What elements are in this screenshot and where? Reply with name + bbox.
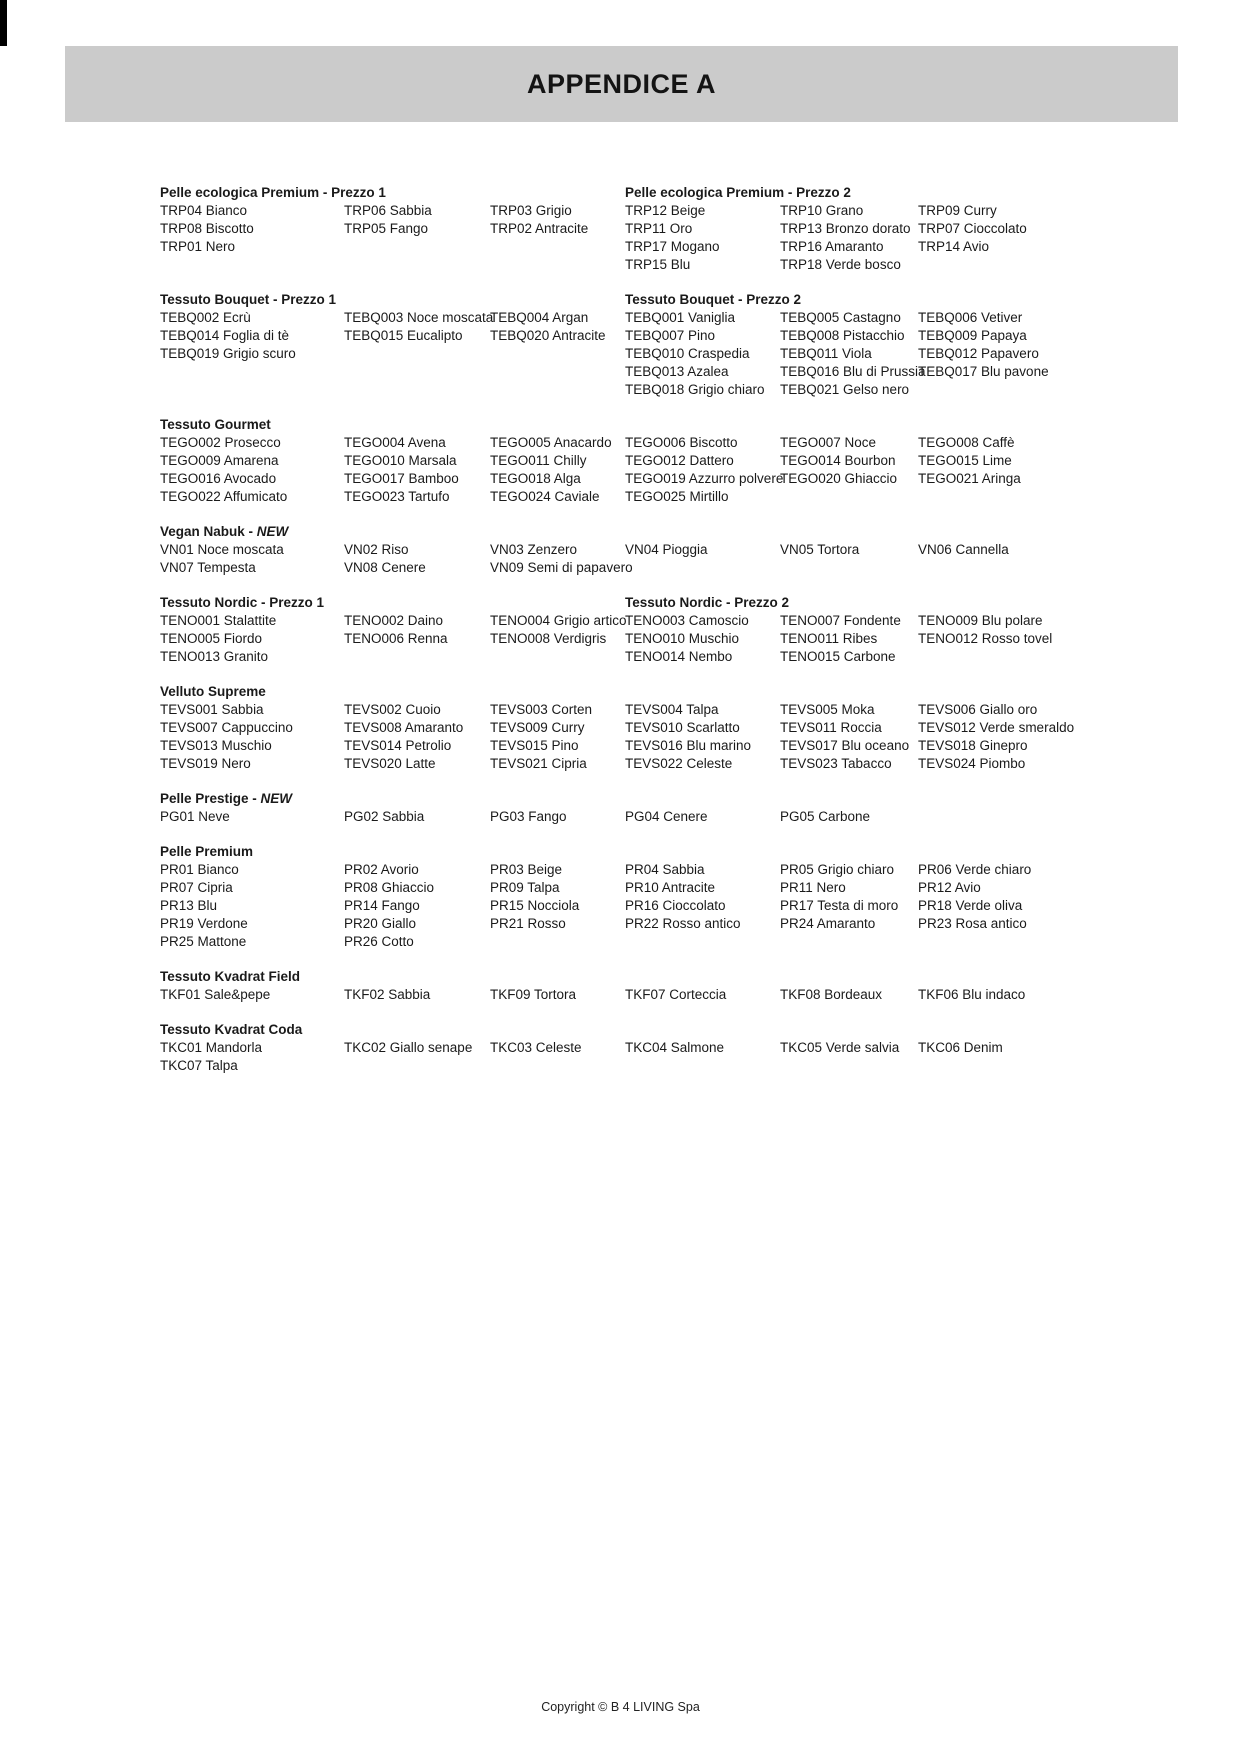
color-item: TEGO008 Caffè <box>918 435 1015 450</box>
color-item: TKF06 Blu indaco <box>918 987 1026 1002</box>
color-item: TEGO023 Tartufo <box>344 489 450 504</box>
color-item: TEGO018 Alga <box>490 471 581 486</box>
color-item <box>780 933 918 951</box>
color-item <box>344 363 490 381</box>
color-item: TEGO025 Mirtillo <box>625 489 729 504</box>
color-item: TEVS004 Talpa <box>625 702 719 717</box>
color-item: TEVS021 Cipria <box>490 756 587 771</box>
color-item <box>344 648 490 666</box>
color-item <box>918 381 1110 399</box>
color-item: TEVS009 Curry <box>490 720 585 735</box>
color-item <box>625 1057 780 1075</box>
color-item: TEGO007 Noce <box>780 435 877 450</box>
color-item: TEVS011 Roccia <box>780 720 882 735</box>
color-item: TEVS001 Sabbia <box>160 702 264 717</box>
color-item: TENO013 Granito <box>160 649 269 664</box>
color-item: TEGO012 Dattero <box>625 453 734 468</box>
color-item: PG01 Neve <box>160 809 230 824</box>
color-item: TENO004 Grigio artico <box>490 613 627 628</box>
color-item <box>918 933 1110 951</box>
color-item: TEGO009 Amarena <box>160 453 279 468</box>
color-item: TEVS017 Blu oceano <box>780 738 910 753</box>
color-item: TEVS019 Nero <box>160 756 251 771</box>
color-item: TEVS014 Petrolio <box>344 738 452 753</box>
color-item: VN07 Tempesta <box>160 560 256 575</box>
color-item: TEGO017 Bamboo <box>344 471 459 486</box>
section-gap <box>160 577 1110 594</box>
color-item: TRP14 Avio <box>918 239 990 254</box>
color-item: TEBQ005 Castagno <box>780 310 901 325</box>
color-item: PR15 Nocciola <box>490 898 580 913</box>
color-item: TEBQ019 Grigio scuro <box>160 346 296 361</box>
color-item: PR03 Beige <box>490 862 563 877</box>
color-item <box>918 648 1110 666</box>
new-label: NEW <box>260 791 293 806</box>
section-title: Tessuto Kvadrat Field <box>160 969 301 984</box>
color-item <box>490 345 625 363</box>
color-item <box>490 933 625 951</box>
section-title: Tessuto Gourmet <box>160 417 271 432</box>
color-item: TRP10 Grano <box>780 203 864 218</box>
color-item: TEVS006 Giallo oro <box>918 702 1038 717</box>
color-item: TKF01 Sale&pepe <box>160 987 271 1002</box>
color-item <box>490 256 625 274</box>
color-item: TEGO005 Anacardo <box>490 435 612 450</box>
color-item: PR12 Avio <box>918 880 981 895</box>
section-title: Tessuto Bouquet - Prezzo 1 <box>160 292 337 307</box>
color-item: PR04 Sabbia <box>625 862 705 877</box>
color-item: TEBQ011 Viola <box>780 346 872 361</box>
color-item: TRP11 Oro <box>625 221 693 236</box>
color-item: PR02 Avorio <box>344 862 419 877</box>
color-item: TEVS007 Cappuccino <box>160 720 293 735</box>
color-item: PR18 Verde oliva <box>918 898 1023 913</box>
color-item: TRP02 Antracite <box>490 221 589 236</box>
color-item: TENO009 Blu polare <box>918 613 1043 628</box>
color-item: TRP12 Beige <box>625 203 706 218</box>
color-item: TKC07 Talpa <box>160 1058 238 1073</box>
color-item <box>490 363 625 381</box>
color-item: TENO005 Fiordo <box>160 631 263 646</box>
color-code-grid <box>160 184 1110 1075</box>
section-title: Velluto Supreme <box>160 684 266 699</box>
color-item: PR01 Bianco <box>160 862 239 877</box>
color-item: TENO012 Rosso tovel <box>918 631 1053 646</box>
color-item: TEVS015 Pino <box>490 738 579 753</box>
section-title: Tessuto Kvadrat Coda <box>160 1022 303 1037</box>
color-item: VN06 Cannella <box>918 542 1009 557</box>
color-item: TEBQ010 Craspedia <box>625 346 750 361</box>
section-gap <box>160 826 1110 843</box>
color-item: TEGO015 Lime <box>918 453 1012 468</box>
color-item: TEGO006 Biscotto <box>625 435 738 450</box>
color-item: TENO011 Ribes <box>780 631 878 646</box>
color-item: TEBQ013 Azalea <box>625 364 729 379</box>
color-item: PR14 Fango <box>344 898 420 913</box>
color-item: TEBQ020 Antracite <box>490 328 606 343</box>
color-item: PR05 Grigio chiaro <box>780 862 895 877</box>
color-item: TEVS003 Corten <box>490 702 593 717</box>
color-item: TEBQ004 Argan <box>490 310 589 325</box>
color-item <box>490 648 625 666</box>
section-gap <box>160 773 1110 790</box>
section-title: Pelle ecologica Premium - Prezzo 1 <box>160 185 386 200</box>
color-item: TKC04 Salmone <box>625 1040 725 1055</box>
color-item <box>918 488 1110 506</box>
color-item <box>344 381 490 399</box>
new-label: NEW <box>256 524 289 539</box>
color-item: TEGO010 Marsala <box>344 453 457 468</box>
color-item: TRP05 Fango <box>344 221 429 236</box>
color-item: PR24 Amaranto <box>780 916 876 931</box>
page-title: APPENDICE A <box>526 68 717 99</box>
color-item: PR13 Blu <box>160 898 218 913</box>
color-item: TENO003 Camoscio <box>625 613 749 628</box>
color-item: PR11 Nero <box>780 880 846 895</box>
color-item: TENO007 Fondente <box>780 613 901 628</box>
color-item <box>490 1057 625 1075</box>
color-item <box>918 559 1110 577</box>
color-item: VN03 Zenzero <box>490 542 578 557</box>
color-item: TEVS016 Blu marino <box>625 738 752 753</box>
color-item: TEVS020 Latte <box>344 756 436 771</box>
color-item: PG02 Sabbia <box>344 809 425 824</box>
color-item: TRP17 Mogano <box>625 239 720 254</box>
color-item: PR07 Cipria <box>160 880 233 895</box>
color-item: PR22 Rosso antico <box>625 916 741 931</box>
color-item: TRP07 Cioccolato <box>918 221 1027 236</box>
color-item: TEVS022 Celeste <box>625 756 733 771</box>
color-item: TEGO022 Affumicato <box>160 489 288 504</box>
color-item <box>780 1057 918 1075</box>
color-item: TENO006 Renna <box>344 631 448 646</box>
section-title: Tessuto Nordic - Prezzo 2 <box>625 595 790 610</box>
color-item: TKC06 Denim <box>918 1040 1003 1055</box>
color-item: TKF09 Tortora <box>490 987 577 1002</box>
color-item: TKF02 Sabbia <box>344 987 431 1002</box>
color-item: TKF07 Corteccia <box>625 987 727 1002</box>
section-title: Tessuto Nordic - Prezzo 1 <box>160 595 325 610</box>
color-item <box>625 559 780 577</box>
color-item <box>780 559 918 577</box>
color-item: PR20 Giallo <box>344 916 417 931</box>
color-item: PR25 Mattone <box>160 934 247 949</box>
color-item <box>918 1057 1110 1075</box>
color-item: TRP16 Amaranto <box>780 239 884 254</box>
color-item: PG03 Fango <box>490 809 567 824</box>
color-item: PR17 Testa di moro <box>780 898 899 913</box>
color-item: TEGO016 Avocado <box>160 471 277 486</box>
section-gap <box>160 1004 1110 1021</box>
color-item: PR08 Ghiaccio <box>344 880 435 895</box>
color-item: TEGO004 Avena <box>344 435 446 450</box>
color-item: TENO010 Muschio <box>625 631 740 646</box>
color-item: TENO001 Stalattite <box>160 613 277 628</box>
color-item: TKC01 Mandorla <box>160 1040 263 1055</box>
color-item: TEVS023 Tabacco <box>780 756 892 771</box>
color-item: TEBQ003 Noce moscata <box>344 310 494 325</box>
footer-copyright: Copyright © B 4 LIVING Spa <box>541 1700 700 1714</box>
color-item <box>160 363 344 381</box>
color-item: VN04 Pioggia <box>625 542 708 557</box>
color-item: TRP09 Curry <box>918 203 997 218</box>
color-item: PR26 Cotto <box>344 934 414 949</box>
color-item: TEGO024 Caviale <box>490 489 600 504</box>
color-item <box>625 933 780 951</box>
color-item: TEBQ001 Vaniglia <box>625 310 736 325</box>
color-item: TEVS010 Scarlatto <box>625 720 740 735</box>
color-item: PR21 Rosso <box>490 916 566 931</box>
color-item: TRP13 Bronzo dorato <box>780 221 911 236</box>
section-title: Pelle ecologica Premium - Prezzo 2 <box>625 185 851 200</box>
color-item: TEVS002 Cuoio <box>344 702 441 717</box>
color-item: TEVS024 Piombo <box>918 756 1026 771</box>
color-item: PG05 Carbone <box>780 809 871 824</box>
section-gap <box>160 274 1110 291</box>
color-item <box>780 488 918 506</box>
color-item: VN08 Cenere <box>344 560 426 575</box>
color-item: TEBQ021 Gelso nero <box>780 382 910 397</box>
color-item: PR16 Cioccolato <box>625 898 726 913</box>
color-item: TRP15 Blu <box>625 257 691 272</box>
color-item: TEGO020 Ghiaccio <box>780 471 898 486</box>
color-item: VN01 Noce moscata <box>160 542 284 557</box>
color-item: TEGO011 Chilly <box>490 453 587 468</box>
color-item <box>918 808 1110 826</box>
color-item: TKF08 Bordeaux <box>780 987 883 1002</box>
color-item: TEBQ006 Vetiver <box>918 310 1023 325</box>
color-item: TEVS005 Moka <box>780 702 875 717</box>
color-item: PR10 Antracite <box>625 880 716 895</box>
color-item <box>160 256 344 274</box>
color-item <box>160 381 344 399</box>
color-item: TRP04 Bianco <box>160 203 248 218</box>
color-item <box>344 238 490 256</box>
color-item <box>490 381 625 399</box>
section-gap <box>160 666 1110 683</box>
color-item: TEBQ007 Pino <box>625 328 716 343</box>
color-item <box>344 345 490 363</box>
section-gap <box>160 951 1110 968</box>
color-item: TEVS008 Amaranto <box>344 720 464 735</box>
section-title: Tessuto Bouquet - Prezzo 2 <box>625 292 802 307</box>
color-item: TRP03 Grigio <box>490 203 572 218</box>
color-item: PR23 Rosa antico <box>918 916 1027 931</box>
color-item: TEBQ015 Eucalipto <box>344 328 463 343</box>
section-title: Pelle Prestige - NEW <box>160 791 293 806</box>
section-title: Pelle Premium <box>160 844 254 859</box>
color-item <box>344 256 490 274</box>
section-gap <box>160 506 1110 523</box>
color-item: PR09 Talpa <box>490 880 560 895</box>
color-item: TRP18 Verde bosco <box>780 257 901 272</box>
color-item: TEVS013 Muschio <box>160 738 272 753</box>
color-item: TEGO002 Prosecco <box>160 435 281 450</box>
color-item: TENO002 Daino <box>344 613 444 628</box>
color-item: PG04 Cenere <box>625 809 708 824</box>
color-item: TENO014 Nembo <box>625 649 733 664</box>
section-gap <box>160 399 1110 416</box>
color-item: TEGO019 Azzurro polvere <box>625 471 784 486</box>
color-item: TEBQ018 Grigio chiaro <box>625 382 765 397</box>
color-item: VN09 Semi di papavero <box>490 560 633 575</box>
color-item: TEBQ002 Ecrù <box>160 310 251 325</box>
color-item: TRP06 Sabbia <box>344 203 432 218</box>
color-item <box>344 1057 490 1075</box>
scan-artifact-mark <box>0 0 7 46</box>
color-item: TKC03 Celeste <box>490 1040 582 1055</box>
color-item: TEBQ016 Blu di Prussia <box>780 364 926 379</box>
color-item: TRP01 Nero <box>160 239 236 254</box>
appendix-header-band <box>65 46 1178 122</box>
color-item <box>918 256 1110 274</box>
color-item: TENO008 Verdigris <box>490 631 607 646</box>
color-item: TEVS012 Verde smeraldo <box>918 720 1075 735</box>
color-item: TKC02 Giallo senape <box>344 1040 473 1055</box>
color-item: PR06 Verde chiaro <box>918 862 1032 877</box>
color-item <box>490 238 625 256</box>
color-item: VN05 Tortora <box>780 542 860 557</box>
color-item: TEBQ008 Pistacchio <box>780 328 905 343</box>
color-item: TEBQ014 Foglia di tè <box>160 328 290 343</box>
color-item: TEVS018 Ginepro <box>918 738 1028 753</box>
color-item: TKC05 Verde salvia <box>780 1040 900 1055</box>
section-title: Vegan Nabuk - NEW <box>160 524 289 539</box>
color-item: TEBQ012 Papavero <box>918 346 1039 361</box>
color-item: TEGO021 Aringa <box>918 471 1021 486</box>
color-item: PR19 Verdone <box>160 916 248 931</box>
color-item: TEBQ009 Papaya <box>918 328 1027 343</box>
color-item: VN02 Riso <box>344 542 409 557</box>
color-item: TEGO014 Bourbon <box>780 453 896 468</box>
color-item: TRP08 Biscotto <box>160 221 254 236</box>
color-item: TENO015 Carbone <box>780 649 896 664</box>
color-item: TEBQ017 Blu pavone <box>918 364 1049 379</box>
